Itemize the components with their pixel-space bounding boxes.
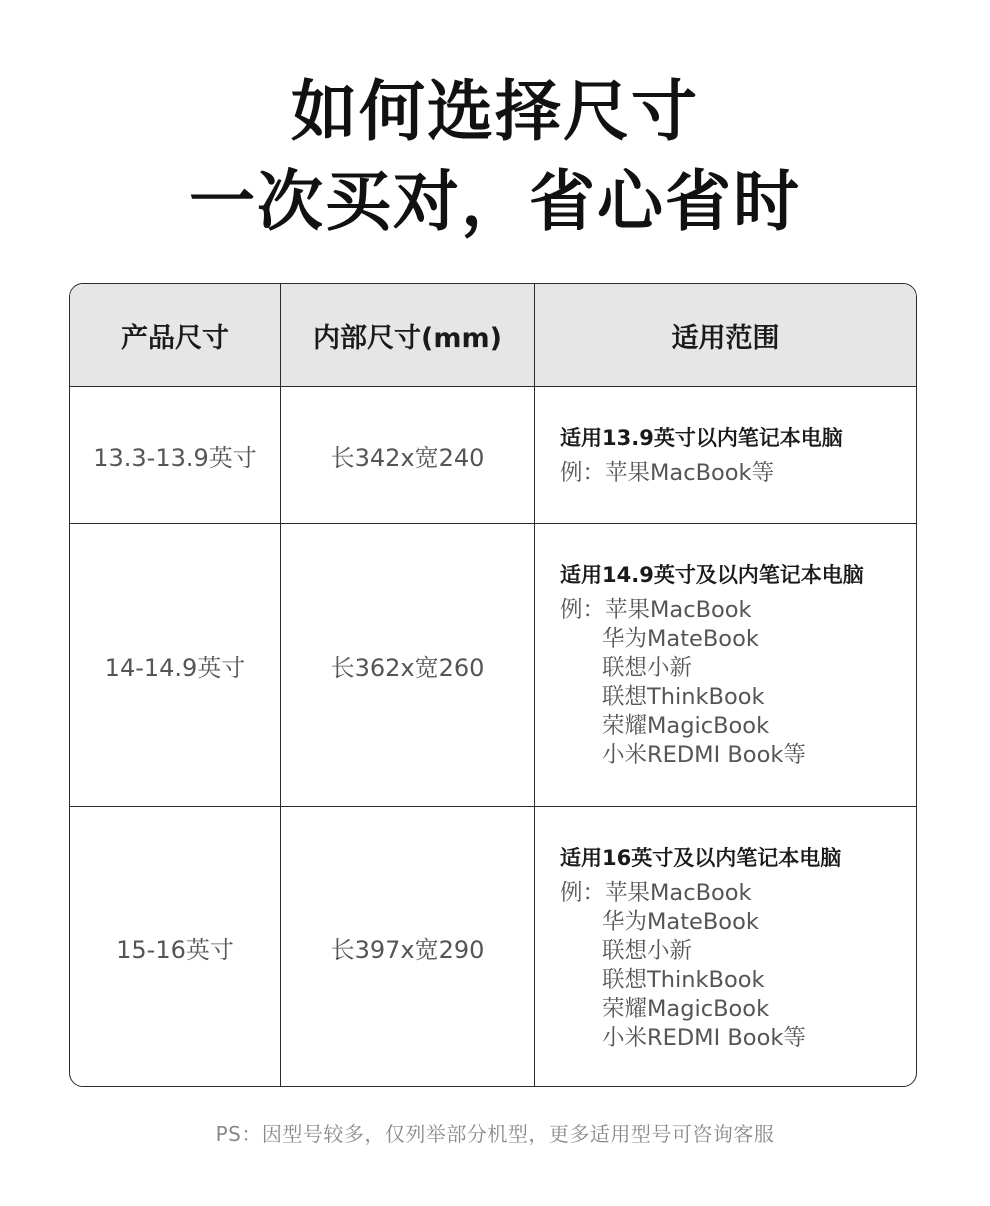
table-row — [70, 807, 916, 1087]
product-size-cell: 13.3-13.9英寸 — [70, 387, 281, 523]
footnote: PS：因型号较多，仅列举部分机型，更多适用型号可咨询客服 — [215, 1122, 775, 1146]
scope-title: 适用16英寸及以内笔记本电脑 — [560, 845, 842, 870]
scope-cell — [535, 387, 916, 523]
scope-example: 荣耀MagicBook — [602, 995, 770, 1022]
scope-example: 华为MateBook — [602, 908, 759, 935]
scope-title: 适用14.9英寸及以内笔记本电脑 — [560, 563, 864, 587]
header-scope: 适用范围 — [671, 322, 780, 354]
inner-size-cell: 长342x宽240 — [281, 387, 535, 523]
scope-example: 例：苹果MacBook — [560, 879, 752, 906]
scope-cell — [535, 807, 916, 1087]
product-size-cell: 14-14.9英寸 — [70, 524, 281, 806]
size-table — [69, 283, 917, 1087]
scope-example: 联想小新 — [602, 655, 693, 681]
header-inner-size: 内部尺寸(mm) — [281, 284, 535, 386]
scope-cell — [535, 524, 916, 806]
scope-example: 小米REDMI Book等 — [602, 742, 806, 768]
scope-example: 华为MateBook — [602, 626, 759, 652]
table-row — [70, 524, 916, 807]
scope-example: 联想小新 — [602, 937, 693, 964]
scope-example: 联想ThinkBook — [602, 966, 765, 993]
scope-example: 小米REDMI Book等 — [602, 1024, 806, 1051]
inner-size-cell: 长362x宽260 — [281, 524, 535, 806]
header-product-size: 产品尺寸 — [70, 284, 281, 386]
scope-title: 适用13.9英寸以内笔记本电脑 — [560, 425, 843, 450]
table-header-row — [70, 284, 916, 387]
product-size-cell: 15-16英寸 — [70, 807, 281, 1087]
scope-example: 例：苹果MacBook — [560, 597, 752, 623]
scope-example: 联想ThinkBook — [602, 684, 765, 710]
scope-example: 荣耀MagicBook — [602, 713, 770, 739]
page-title-line1: 如何选择尺寸 — [291, 73, 699, 150]
table-row — [70, 387, 916, 524]
scope-example: 例：苹果MacBook等 — [560, 459, 775, 486]
inner-size-cell: 长397x宽290 — [281, 807, 535, 1087]
page-title-line2: 一次买对，省心省时 — [189, 163, 801, 240]
